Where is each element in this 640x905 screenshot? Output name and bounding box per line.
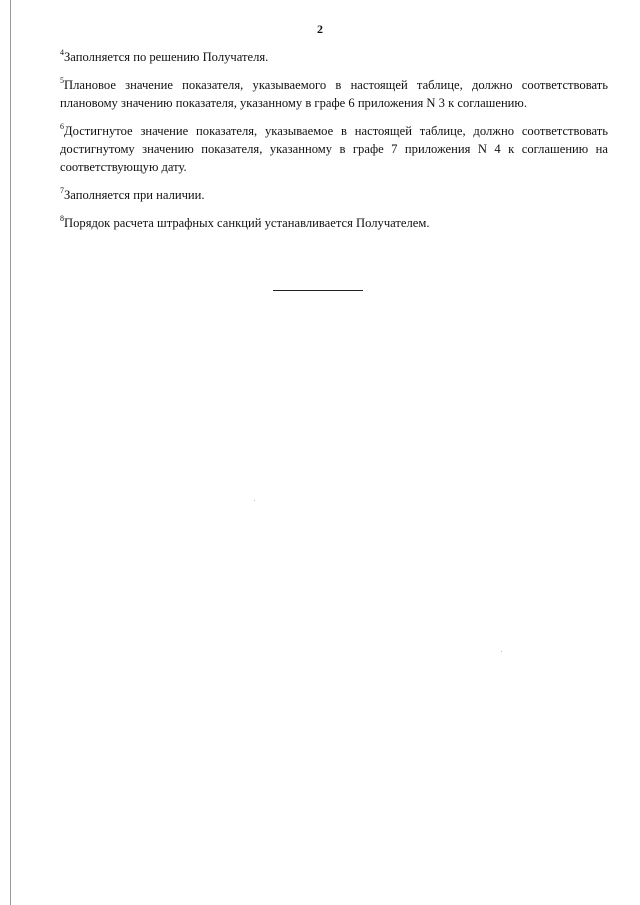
footnote-8 bbox=[60, 214, 608, 232]
footnote-7 bbox=[60, 186, 608, 204]
footnote-text: Плановое значение показателя, указываемого в настоящей таблице, должно соответствовать плановому значению показателя, указанному в графе 6 приложения N 3 к соглашению. bbox=[60, 78, 608, 110]
scan-left-edge-line bbox=[10, 0, 11, 905]
footnote-6 bbox=[60, 122, 608, 176]
footnote-marker: 4 bbox=[60, 48, 64, 57]
footnote-marker: 8 bbox=[60, 214, 64, 223]
footnote-marker: 5 bbox=[60, 76, 64, 85]
scan-speck bbox=[501, 651, 502, 652]
end-separator-line bbox=[273, 290, 363, 291]
page-number: 2 bbox=[317, 22, 323, 36]
footnote-text: Достигнутое значение показателя, указываемое в настоящей таблице, должно соответствовать достигнутому значению показателя, указанному в графе 7 приложения N 4 к соглашению на соответствующую дату. bbox=[60, 124, 608, 174]
footnote-marker: 7 bbox=[60, 186, 64, 195]
footnotes-list bbox=[60, 48, 608, 242]
footnote-text: Заполняется при наличии. bbox=[64, 188, 205, 202]
scan-speck bbox=[254, 500, 255, 501]
footnote-marker: 6 bbox=[60, 122, 64, 131]
footnote-text: Порядок расчета штрафных санкций устанавливается Получателем. bbox=[64, 216, 430, 230]
footnote-5 bbox=[60, 76, 608, 112]
footnote-4 bbox=[60, 48, 608, 66]
footnote-text: Заполняется по решению Получателя. bbox=[64, 50, 269, 64]
